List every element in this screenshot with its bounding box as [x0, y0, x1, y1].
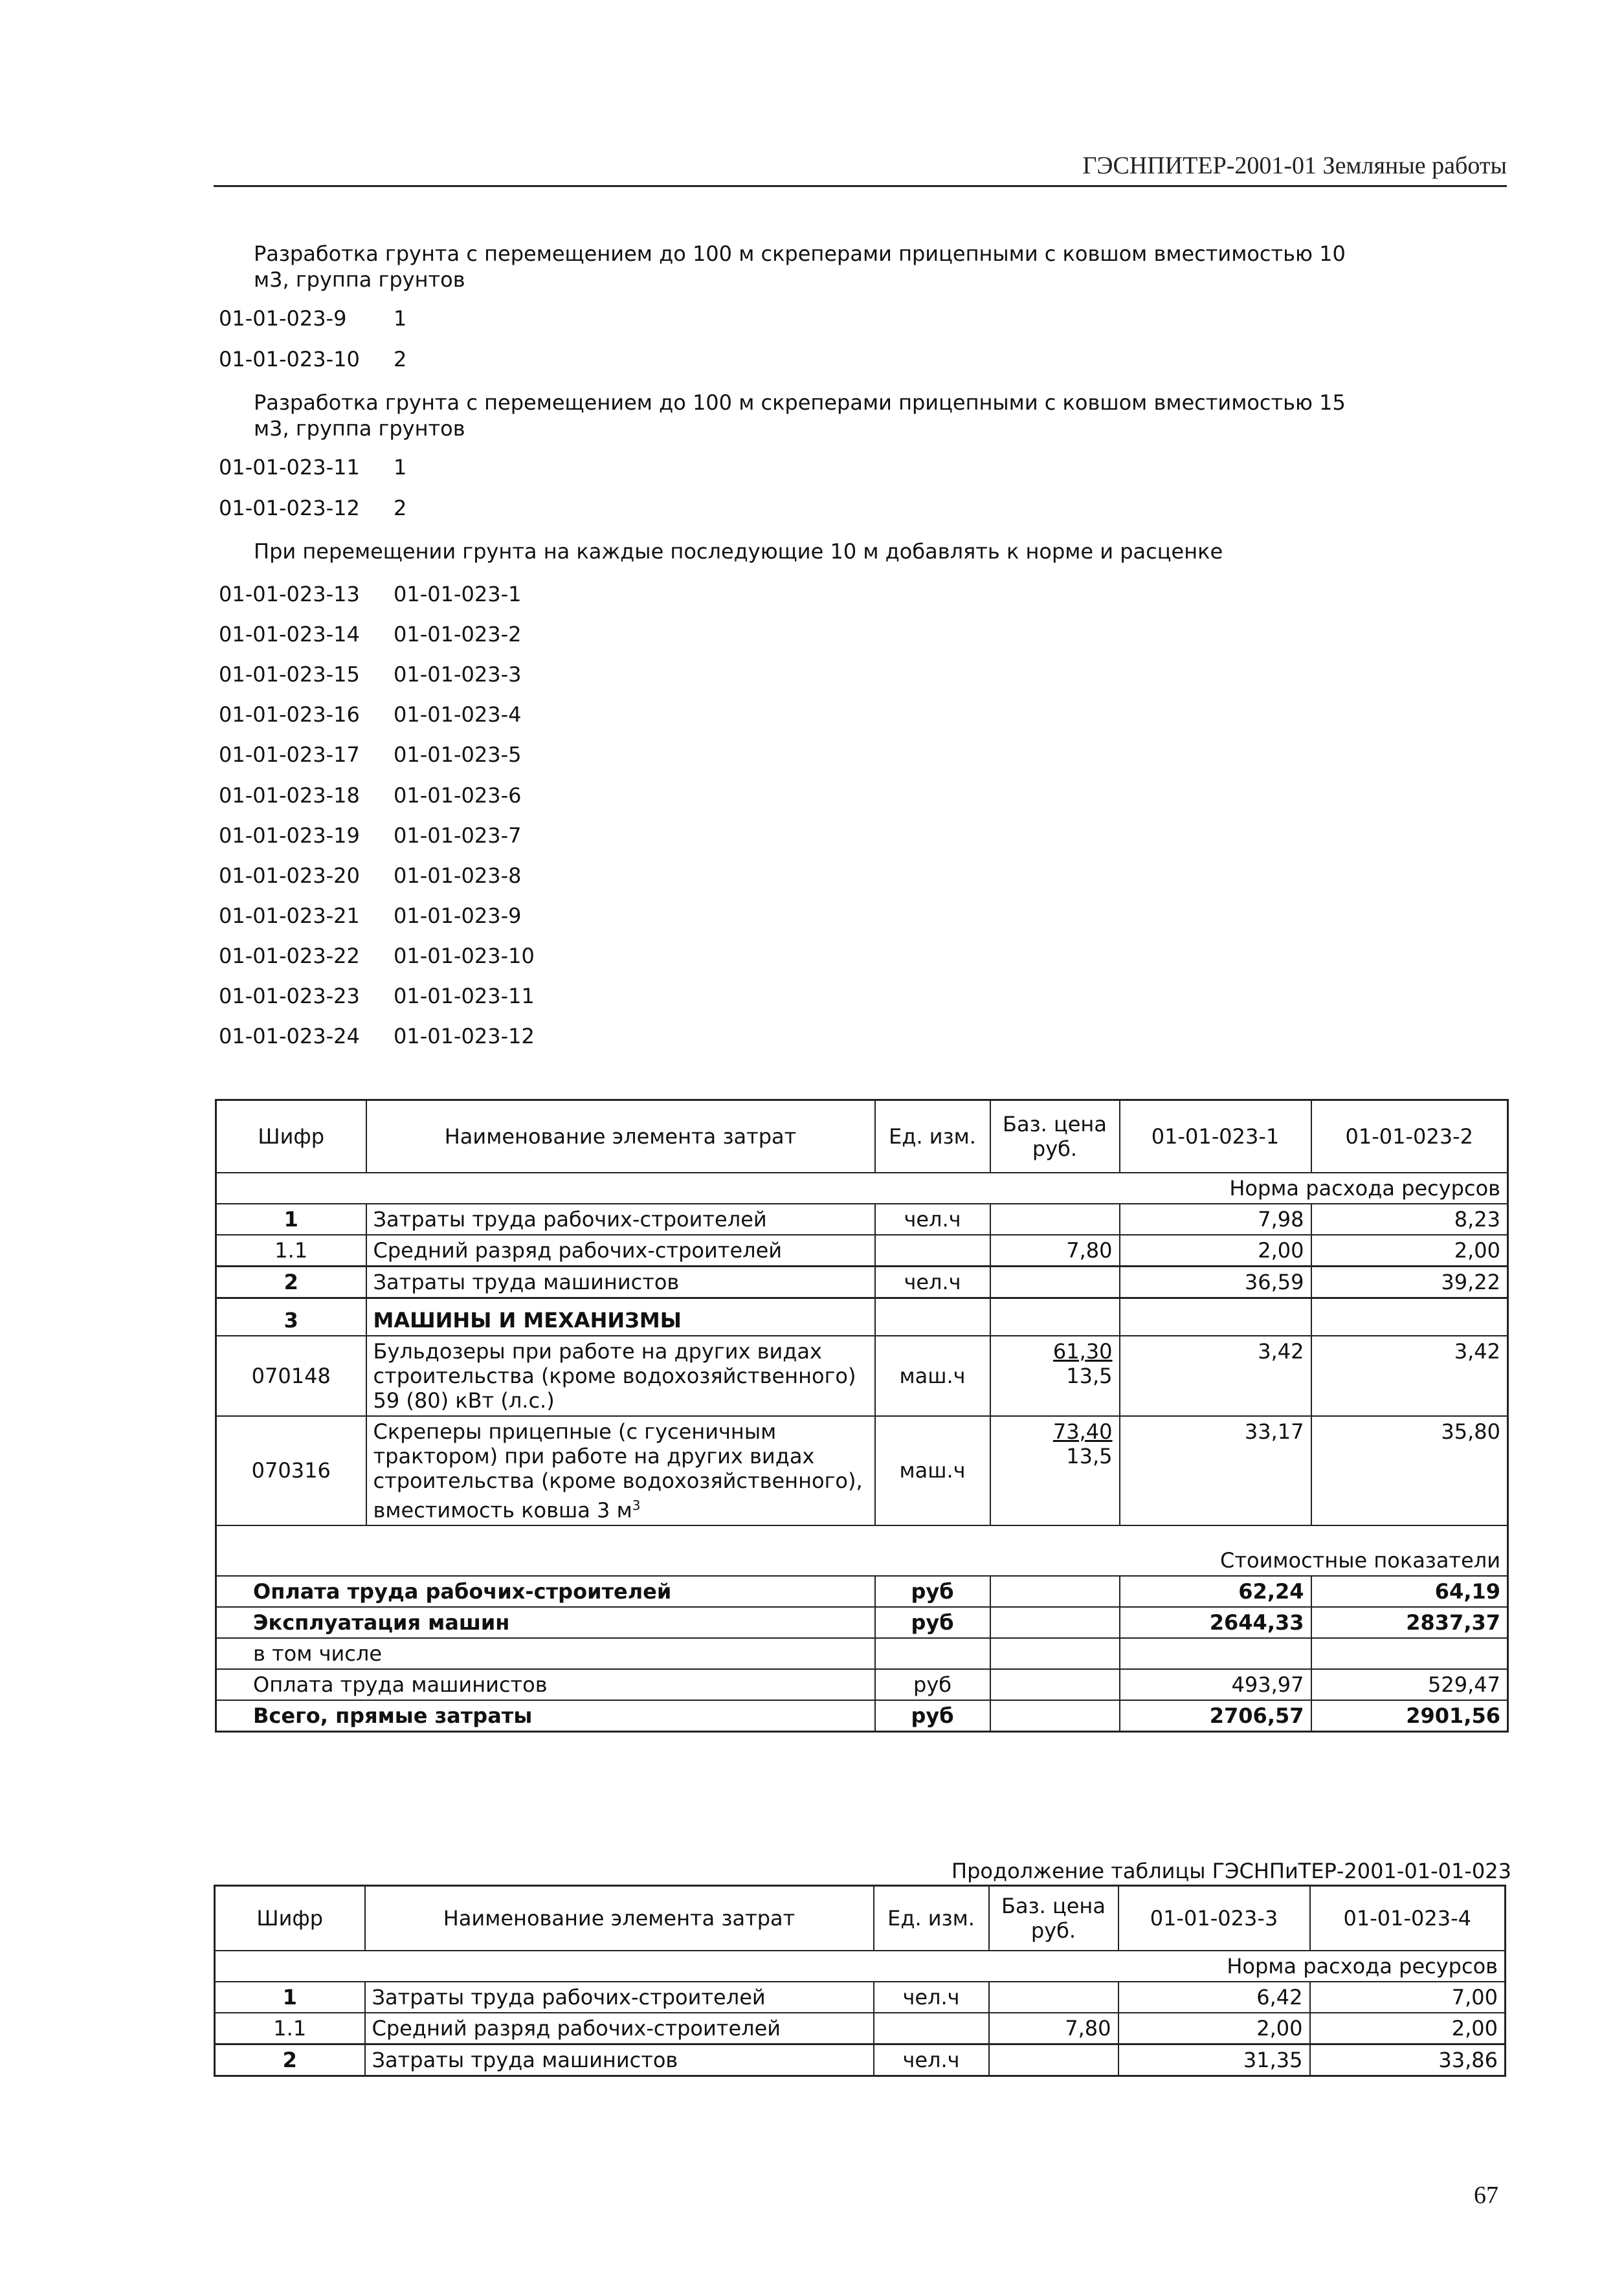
table-row	[216, 1204, 1508, 1235]
row-code: 1.1	[215, 2013, 365, 2044]
header-col2: 01-01-023-2	[1311, 1100, 1508, 1173]
row-code: 1	[215, 1982, 365, 2013]
cost-value-2: 529,47	[1311, 1669, 1508, 1700]
row-price	[989, 1982, 1118, 2013]
row-unit: чел.ч	[875, 1204, 990, 1235]
header-price: Баз. цена руб.	[990, 1100, 1120, 1173]
code-value: 2	[394, 496, 407, 520]
row-value-2: 3,42	[1311, 1336, 1508, 1416]
row-code: 3	[216, 1298, 366, 1336]
cost-unit: руб	[875, 1669, 990, 1700]
cost-value-2: 2837,37	[1311, 1607, 1508, 1638]
row-price-rank: 13,5	[1066, 1443, 1113, 1468]
code-item: 01-01-023-24	[219, 1024, 360, 1048]
code-value: 01-01-023-11	[394, 984, 535, 1008]
row-code: 1.1	[216, 1235, 366, 1267]
code-item: 01-01-023-19	[219, 823, 360, 848]
cost-value-1: 2706,57	[1120, 1700, 1311, 1732]
row-code: 070316	[216, 1416, 366, 1526]
row-code: 1	[216, 1204, 366, 1235]
section-cost-label: Стоимостные показатели	[216, 1525, 1508, 1576]
cost-row	[216, 1576, 1508, 1607]
row-value-2: 39,22	[1311, 1266, 1508, 1298]
cost-name: в том числе	[216, 1638, 875, 1669]
code-value: 1	[394, 455, 407, 480]
group-2-text: Разработка грунта с перемещением до 100 м скреперами прицепными с ковшом вместимостью 15 м3, группа грунтов	[254, 390, 1346, 441]
cost-row	[216, 1669, 1508, 1700]
header-title: ГЭСНПИТЕР-2001-01 Земляные работы	[1082, 152, 1507, 179]
code-item: 01-01-023-9	[219, 306, 347, 331]
row-unit: чел.ч	[874, 2044, 989, 2076]
group-1-text: Разработка грунта с перемещением до 100 м скреперами прицепными с ковшом вместимостью 10 м3, группа грунтов	[254, 241, 1346, 292]
running-header	[214, 148, 1507, 187]
code-item: 01-01-023-16	[219, 702, 360, 727]
header-code: Шифр	[215, 1886, 365, 1951]
code-value: 01-01-023-3	[394, 662, 522, 687]
row-value-1: 36,59	[1120, 1266, 1311, 1298]
row-value-1: 7,98	[1120, 1204, 1311, 1235]
row-price	[990, 1204, 1120, 1235]
code-value: 1	[394, 306, 407, 331]
row-value-2: 2,00	[1311, 1235, 1508, 1267]
row-unit: маш.ч	[875, 1336, 990, 1416]
header-price: Баз. цена руб.	[989, 1886, 1118, 1951]
table-header-row	[215, 1886, 1506, 1951]
code-value: 01-01-023-12	[394, 1024, 535, 1048]
row-unit: чел.ч	[875, 1266, 990, 1298]
table-row	[216, 1336, 1508, 1416]
row-code: 070148	[216, 1336, 366, 1416]
table-row	[215, 2044, 1506, 2076]
row-price	[989, 2044, 1118, 2076]
row-value-1: 31,35	[1118, 2044, 1310, 2076]
row-value-1: 2,00	[1120, 1235, 1311, 1267]
row-unit	[874, 2013, 989, 2044]
code-value: 01-01-023-9	[394, 903, 522, 928]
table-row	[216, 1298, 1508, 1336]
row-price-rank: 13,5	[1066, 1363, 1113, 1388]
code-value: 01-01-023-8	[394, 863, 522, 888]
row-price: 73,40	[1052, 1419, 1113, 1444]
code-item: 01-01-023-17	[219, 742, 360, 767]
header-col1: 01-01-023-3	[1118, 1886, 1310, 1951]
row-name: Затраты труда рабочих-строителей	[366, 1204, 875, 1235]
cost-name: Всего, прямые затраты	[216, 1700, 875, 1732]
table-row	[215, 2013, 1506, 2044]
row-name: Скреперы прицепные (с гусеничным трактором) при работе на других видах строительства (кроме водохозяйственного), вместимость ковша 3 м	[373, 1419, 863, 1523]
code-item: 01-01-023-20	[219, 863, 360, 888]
row-name-superscript: 3	[632, 1497, 641, 1513]
row-value-2: 33,86	[1310, 2044, 1506, 2076]
row-value-1: 33,17	[1120, 1416, 1311, 1526]
code-value: 01-01-023-4	[394, 702, 522, 727]
code-value: 01-01-023-10	[394, 944, 535, 968]
code-item: 01-01-023-14	[219, 622, 360, 647]
code-item: 01-01-023-22	[219, 944, 360, 968]
cost-name: Эксплуатация машин	[216, 1607, 875, 1638]
row-value-2: 7,00	[1310, 1982, 1506, 2013]
page-number: 67	[1474, 2182, 1498, 2209]
row-code: 2	[215, 2044, 365, 2076]
row-value-2: 2,00	[1310, 2013, 1506, 2044]
cost-name: Оплата труда рабочих-строителей	[216, 1576, 875, 1607]
row-unit: маш.ч	[875, 1416, 990, 1526]
code-value: 01-01-023-6	[394, 783, 522, 808]
cost-unit: руб	[875, 1607, 990, 1638]
code-value: 01-01-023-1	[394, 582, 522, 606]
row-price	[990, 1266, 1120, 1298]
code-item: 01-01-023-13	[219, 582, 360, 606]
code-value: 01-01-023-5	[394, 742, 522, 767]
cost-value-2: 2901,56	[1311, 1700, 1508, 1732]
section-norm-label: Норма расхода ресурсов	[216, 1173, 1508, 1204]
row-value-1: 2,00	[1118, 2013, 1310, 2044]
code-value: 2	[394, 347, 407, 371]
row-code: 2	[216, 1266, 366, 1298]
table-row	[216, 1266, 1508, 1298]
cost-row	[216, 1607, 1508, 1638]
row-price: 61,30	[1052, 1338, 1113, 1364]
code-item: 01-01-023-10	[219, 347, 360, 371]
row-name: Средний разряд рабочих-строителей	[366, 1235, 875, 1267]
header-code: Шифр	[216, 1100, 366, 1173]
row-value-2: 35,80	[1311, 1416, 1508, 1526]
group-3-text: При перемещении грунта на каждые последующие 10 м добавлять к норме и расценке	[254, 539, 1223, 564]
row-name: Затраты труда рабочих-строителей	[365, 1982, 874, 2013]
table-row	[216, 1416, 1508, 1526]
table-header-row	[216, 1100, 1508, 1173]
code-item: 01-01-023-18	[219, 783, 360, 808]
header-unit: Ед. изм.	[874, 1886, 989, 1951]
row-value-1: 6,42	[1118, 1982, 1310, 2013]
code-item: 01-01-023-23	[219, 984, 360, 1008]
code-item: 01-01-023-11	[219, 455, 360, 480]
cost-row	[216, 1700, 1508, 1732]
cost-name: Оплата труда машинистов	[216, 1669, 875, 1700]
row-name: МАШИНЫ И МЕХАНИЗМЫ	[366, 1298, 875, 1336]
cost-value-1: 2644,33	[1120, 1607, 1311, 1638]
code-value: 01-01-023-7	[394, 823, 522, 848]
header-name: Наименование элемента затрат	[366, 1100, 875, 1173]
row-name: Средний разряд рабочих-строителей	[365, 2013, 874, 2044]
row-unit	[875, 1235, 990, 1267]
resource-table-2	[214, 1885, 1506, 2077]
header-col1: 01-01-023-1	[1120, 1100, 1311, 1173]
section-norm-label: Норма расхода ресурсов	[215, 1951, 1506, 1982]
code-value: 01-01-023-2	[394, 622, 522, 647]
table-row	[215, 1982, 1506, 2013]
header-col2: 01-01-023-4	[1310, 1886, 1506, 1951]
header-name: Наименование элемента затрат	[365, 1886, 874, 1951]
continuation-caption: Продолжение таблицы ГЭСНПиТЕР-2001-01-01-023	[951, 1859, 1511, 1883]
cost-unit: руб	[875, 1576, 990, 1607]
row-unit: чел.ч	[874, 1982, 989, 2013]
table-row	[216, 1235, 1508, 1267]
cost-value-1: 62,24	[1120, 1576, 1311, 1607]
row-name: Затраты труда машинистов	[366, 1266, 875, 1298]
row-name: Затраты труда машинистов	[365, 2044, 874, 2076]
code-item: 01-01-023-21	[219, 903, 360, 928]
resource-table-1	[215, 1099, 1509, 1733]
cost-value-2: 64,19	[1311, 1576, 1508, 1607]
cost-unit: руб	[875, 1700, 990, 1732]
code-item: 01-01-023-12	[219, 496, 360, 520]
cost-row	[216, 1638, 1508, 1669]
row-value-2: 8,23	[1311, 1204, 1508, 1235]
row-price: 7,80	[989, 2013, 1118, 2044]
row-name: Бульдозеры при работе на других видах строительства (кроме водохозяйственного) 59 (80) кВт (л.с.)	[366, 1336, 875, 1416]
header-unit: Ед. изм.	[875, 1100, 990, 1173]
row-price: 7,80	[990, 1235, 1120, 1267]
row-value-1: 3,42	[1120, 1336, 1311, 1416]
cost-value-1: 493,97	[1120, 1669, 1311, 1700]
code-item: 01-01-023-15	[219, 662, 360, 687]
